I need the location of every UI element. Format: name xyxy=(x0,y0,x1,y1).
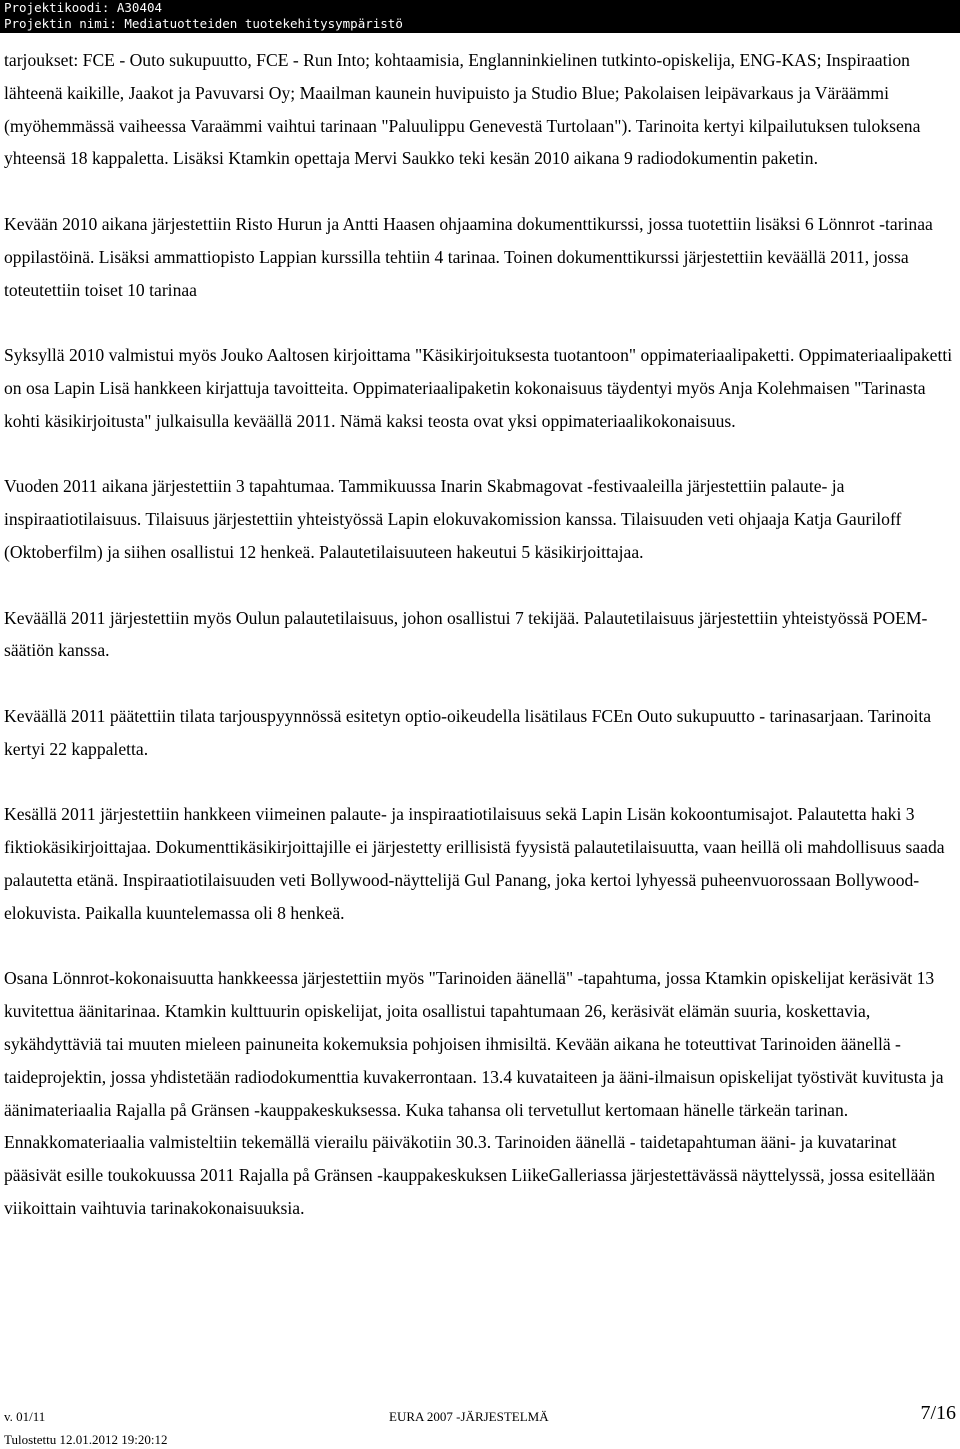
paragraph: Syksyllä 2010 valmistui myös Jouko Aaltosen kirjoittama "Käsikirjoituksesta tuotantoon" oppimateriaalipaketti. Oppimateriaalipaketti on osa Lapin Lisä hankkeen kirjattuja tavoitteita. Oppimateriaalipaketin kokonaisuus täydentyi myös Anja Kolehmaisen "Tarinasta kohti käsikirjoitusta" julkaisulla keväällä 2011. Nämä kaksi teosta ovat yksi oppimateriaalikokonaisuus. xyxy=(4,345,953,431)
project-name: Projektin nimi: Mediatuotteiden tuotekehitysympäristö xyxy=(4,16,403,31)
footer-printed-date: Tulostettu 12.01.2012 19:20:12 xyxy=(4,1432,168,1447)
paragraph: Keväällä 2011 järjestettiin myös Oulun palautetilaisuus, johon osallistui 7 tekijää. Palautetilaisuus järjestettiin yhteistyössä POEM-säätiön kanssa. xyxy=(4,607,928,661)
paragraph: Kevään 2010 aikana järjestettiin Risto Hurun ja Antti Haasen ohjaamina dokumenttikurssi, jossa tuotettiin lisäksi 6 Lönnrot -tarinaa oppilastöinä. Lisäksi ammattiopisto Lappian kurssilla tehtiin 4 tarinaa. Toinen dokumenttikurssi järjestettiin keväällä 2011, jossa toteutettiin toiset 10 tarinaa xyxy=(4,213,933,300)
footer-version: v. 01/11 xyxy=(4,1409,46,1424)
document-header-bar xyxy=(0,0,960,33)
paragraph: Vuoden 2011 aikana järjestettiin 3 tapahtumaa. Tammikuussa Inarin Skabmagovat -festivaaleilla järjestettiin palaute- ja inspiraatiotilaisuus. Tilaisuus järjestettiin yhteistyössä Lapin elokuvakomission kanssa. Tilaisuuden veti ohjaaja Katja Gauriloff (Oktoberfilm) ja siihen osallistui 12 henkeä. Palautetilaisuuteen hakeutui 5 käsikirjoittajaa. xyxy=(4,476,902,562)
paragraph: Osana Lönnrot-kokonaisuutta hankkeessa järjestettiin myös "Tarinoiden äänellä" -tapahtuma, jossa Ktamkin opiskelijat keräsivät 13 kuvitettua äänitarinaa. Ktamkin kulttuurin opiskelijat, joita osallistui tapahtumaan 26, keräsivät elämän suuria, koskettavia, sykähdyttäviä tai muuten mieleen painuneita kokemuksia pohjoisen ihmisiltä. Kevään aikana he toteuttivat Tarinoiden äänellä -taideprojektin, jossa yhdistetään radiodokumenttia kuvakerrontaan. 13.4 kuvataiteen ja ääni-ilmaisun opiskelijat työstivät kuvitusta ja äänimateriaalia Rajalla på Gränsen -kauppakeskuksessa. Kuka tahansa oli tervetullut kertomaan hänelle tärkeän tarinan. Ennakkomateriaalia valmisteltiin tekemällä vierailu päiväkotiin 30.3. Tarinoiden äänellä - taidetapahtuman ääni- ja kuvatarinat pääsivät esille toukokuussa 2011 Rajalla på Gränsen -kauppakeskuksen LiikeGalleriassa järjestettävässä näyttelyssä, jossa esitellään viikoittain vaihtuvia tarinakokonaisuuksia. xyxy=(4,968,944,1218)
paragraph: Keväällä 2011 päätettiin tilata tarjouspyynnössä esitetyn optio-oikeudella lisätilaus FCEn Outo sukupuutto - tarinasarjaan. Tarinoita kertyi 22 kappaletta. xyxy=(4,705,932,759)
document-body xyxy=(4,44,956,1225)
paragraph: tarjoukset: FCE - Outo sukupuutto, FCE - Run Into; kohtaamisia, Englanninkielinen tutkinto-opiskelija, ENG-KAS; Inspiraation lähteenä kaikille, Jaakot ja Pavuvarsi Oy; Maailman kaunein huvipuisto ja Studio Blue; Pakolaisen leipävarkaus ja Väräämmi (myöhemmässä vaiheessa Varaämmi vaihtui tarinaan "Paluulippu Genevestä Turtolaan"). Tarinoita kertyi kilpailutuksen tuloksena yhteensä 18 kappaletta. Lisäksi Ktamkin opettaja Mervi Saukko teki kesän 2010 aikana 9 radiodokumentin paketin. xyxy=(4,50,921,169)
page-number: 7/16 xyxy=(920,1402,956,1424)
project-code: Projektikoodi: A30404 xyxy=(4,0,163,15)
footer-program: EURA 2007 -JÄRJESTELMÄ xyxy=(389,1409,549,1424)
paragraph: Kesällä 2011 järjestettiin hankkeen viimeinen palaute- ja inspiraatiotilaisuus sekä Lapin Lisän kokoontumisajot. Palautetta haki 3 fiktiokäsikirjoittajaa. Dokumenttikäsikirjoittajille ei järjestetty erillisistä fyysistä palautetilaisuutta, vaan heillä oli mahdollisuus saada palautetta etänä. Inspiraatiotilaisuuden veti Bollywood-näyttelijä Gul Panang, joka kertoi lyhyessä puheenvuorossaan Bollywood-elokuvista. Paikalla kuuntelemassa oli 8 henkeä. xyxy=(4,804,945,923)
